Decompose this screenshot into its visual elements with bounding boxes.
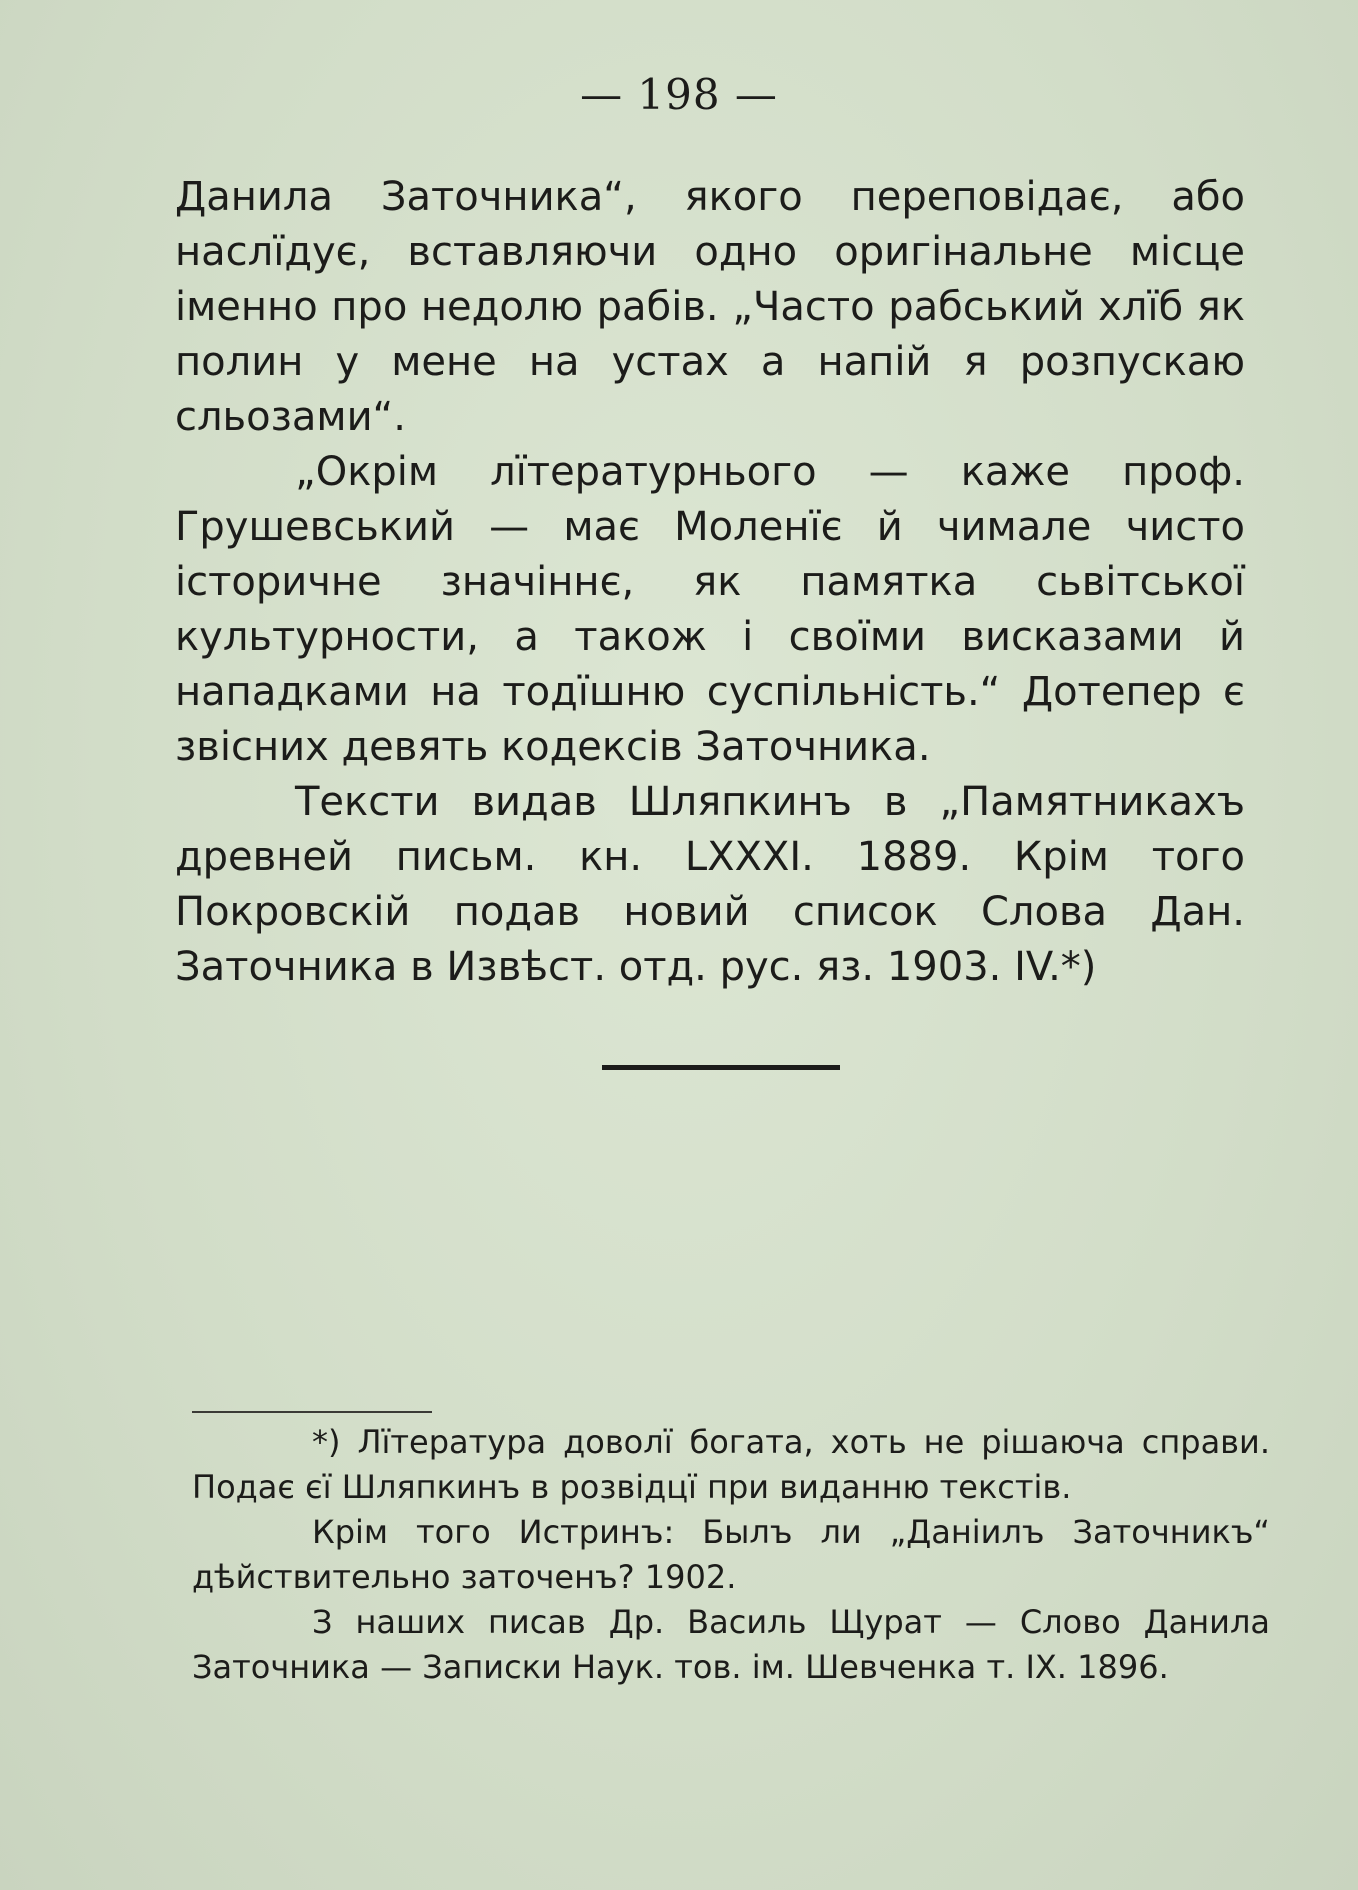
- footnote-3: З наших писав Др. Василь Щурат — Слово Данила Заточника — Записки Наук. тов. ім. Шевченка т. IX. 1896.: [192, 1603, 1270, 1686]
- footnotes: [192, 1420, 1270, 1690]
- footnote-1: *) Лїтература доволї богата, хоть не рішаюча справи. Подає єї Шляпкинъ в розвідцї при виданню текстів.: [192, 1423, 1270, 1506]
- page-number: — 198 —: [580, 70, 778, 119]
- footnote-separator: [192, 1411, 432, 1413]
- section-end-rule: [602, 1065, 840, 1070]
- footnote-2: Крім того Истринъ: Былъ ли „Даніилъ Заточникъ“ дѣйствительно заточенъ? 1902.: [192, 1513, 1270, 1596]
- paragraph-3: Тексти видав Шляпкинъ в „Памятникахъ древней письм. кн. LXXXI. 1889. Крім того Покровскій подав новий список Слова Дан. Заточника в Извѣст. отд. рус. яз. 1903. IV.*): [175, 779, 1245, 990]
- paragraph-2: „Окрім лїтературнього — каже проф. Грушевський — має Моленїє й чимале чисто історичне значіннє, як памятка сьвітської культурности, а також і своїми висказами й нападками на тодїшню суспільність.“ Дотепер є звісних девять кодексів Заточника.: [175, 449, 1245, 770]
- main-text: [175, 170, 1245, 995]
- paragraph-1: Данила Заточника“, якого переповідає, або наслїдує, вставляючи одно оригінальне місце іменно про недолю рабів. „Часто рабський хлїб як полин у мене на устах а напій я розпускаю сльозами“.: [175, 174, 1245, 440]
